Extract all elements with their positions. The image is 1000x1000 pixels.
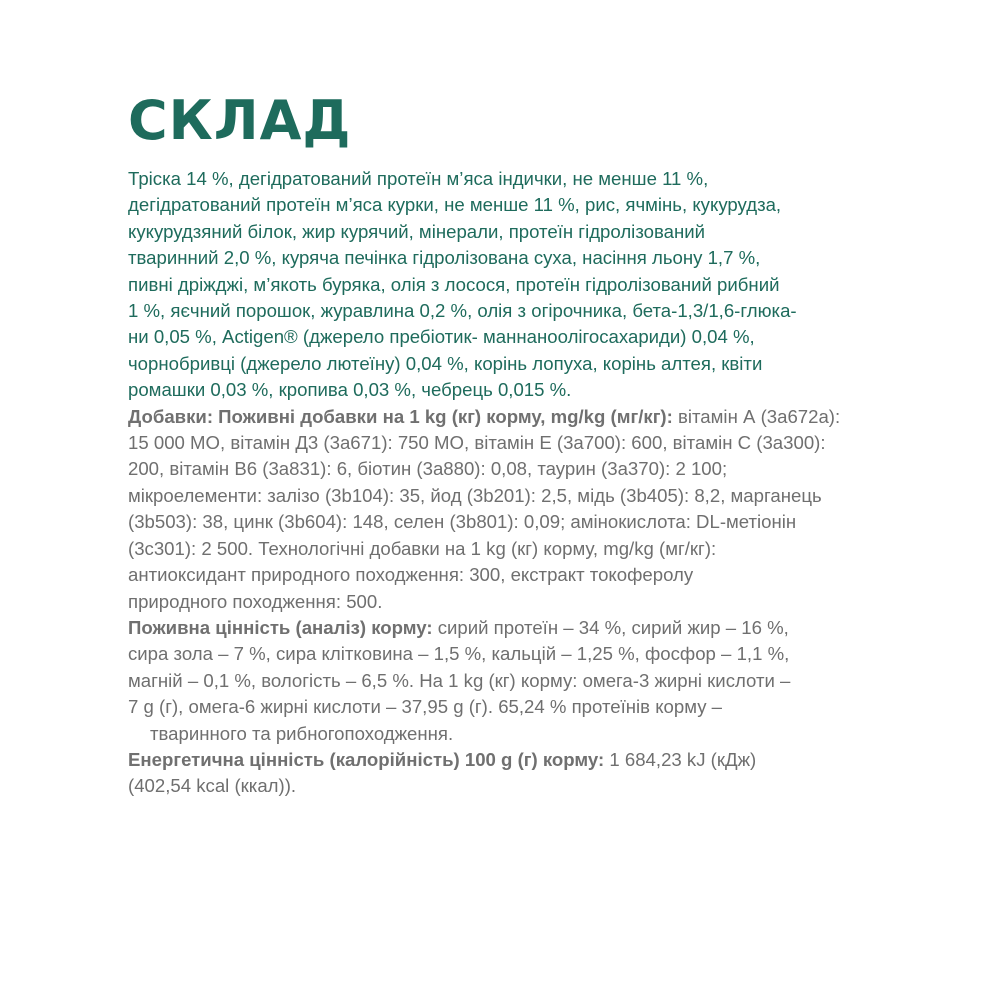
composition-line: тваринний 2,0 %, куряча печінка гідролізована суха, насіння льону 1,7 %, (128, 247, 761, 269)
composition-line: Тріска 14 %, дегідратований протеїн м’яса індички, не менше 11 %, (128, 168, 709, 189)
additives-text: антиоксидант природного походження: 300, екстракт токоферолу (128, 564, 694, 586)
nutrition-text: сира зола – 7 %, сира клітковина – 1,5 %, кальцій – 1,25 %, фосфор – 1,1 %, (128, 643, 790, 665)
composition-line: ни 0,05 %, Actigen® (джерело пребіотик- маннаноолігосахариди) 0,04 %, (128, 326, 755, 348)
page-title: СКЛАД (128, 89, 352, 152)
additives-text: вітамін А (3а672а): (672, 405, 841, 427)
additives-text: 200, вітамін В6 (3а831): 6, біотин (3а880): 0,08, таурин (3а370): 2 100; (128, 458, 728, 480)
composition-line: ромашки 0,03 %, кропива 0,03 %, чебрець 0,015 %. (128, 379, 572, 401)
additives-text: мікроелементи: залізо (3b104): 35, йод (3b201): 2,5, мідь (3b405): 8,2, марганець (128, 484, 822, 506)
energy-label: Енергетична цінність (калорійність) 100 g (г) корму: (128, 748, 605, 770)
additives-text: 15 000 МО, вітамін Д3 (3а671): 750 МО, вітамін Е (3а700): 600, вітамін С (3а300): (128, 432, 826, 454)
nutrition-text: магній – 0,1 %, вологість – 6,5 %. На 1 kg (кг) корму: омега-3 жирні кислоти – (128, 669, 791, 691)
nutrition-section (128, 615, 868, 747)
nutrition-label: Поживна цінність (аналіз) корму: (128, 616, 433, 638)
composition-line: чорнобривці (джерело лютеїну) 0,04 %, корінь лопуха, корінь алтея, квіти (128, 352, 763, 374)
nutrition-text: тваринного та рибногопоходження. (150, 722, 454, 744)
composition-list (128, 166, 868, 404)
additives-text: природного походження: 500. (128, 590, 383, 612)
energy-text: (402,54 kcal (ккал)). (128, 775, 297, 797)
composition-line: кукурудзяний білок, жир курячий, мінерали, протеїн гідролізований (128, 220, 706, 242)
nutrition-text: сирий протеїн – 34 %, сирий жир – 16 %, (432, 616, 789, 638)
energy-text: 1 684,23 kJ (кДж) (604, 748, 757, 770)
additives-text: (3b503): 38, цинк (3b604): 148, селен (3b801): 0,09; амінокислота: DL-метіонін (128, 511, 797, 533)
composition-page (128, 88, 868, 800)
energy-section (128, 747, 868, 800)
nutrition-text: 7 g (г), омега-6 жирні кислоти – 37,95 g (г). 65,24 % протеїнів корму – (128, 696, 723, 718)
additives-section (128, 404, 868, 615)
additives-label: Добавки: Поживні добавки на 1 kg (кг) корму, mg/kg (мг/кг): (128, 405, 673, 427)
composition-line: 1 %, яєчний порошок, журавлина 0,2 %, олія з огірочника, бета-1,3/1,6-глюка- (128, 300, 797, 322)
composition-line: дегідратований протеїн м’яса курки, не менше 11 %, рис, ячмінь, кукурудза, (128, 194, 782, 216)
composition-line: пивні дріжджі, м’якоть буряка, олія з лосося, протеїн гідролізований рибний (128, 273, 780, 295)
additives-text: (3c301): 2 500. Технологічні добавки на 1 kg (кг) корму, mg/kg (мг/кг): (128, 537, 717, 559)
